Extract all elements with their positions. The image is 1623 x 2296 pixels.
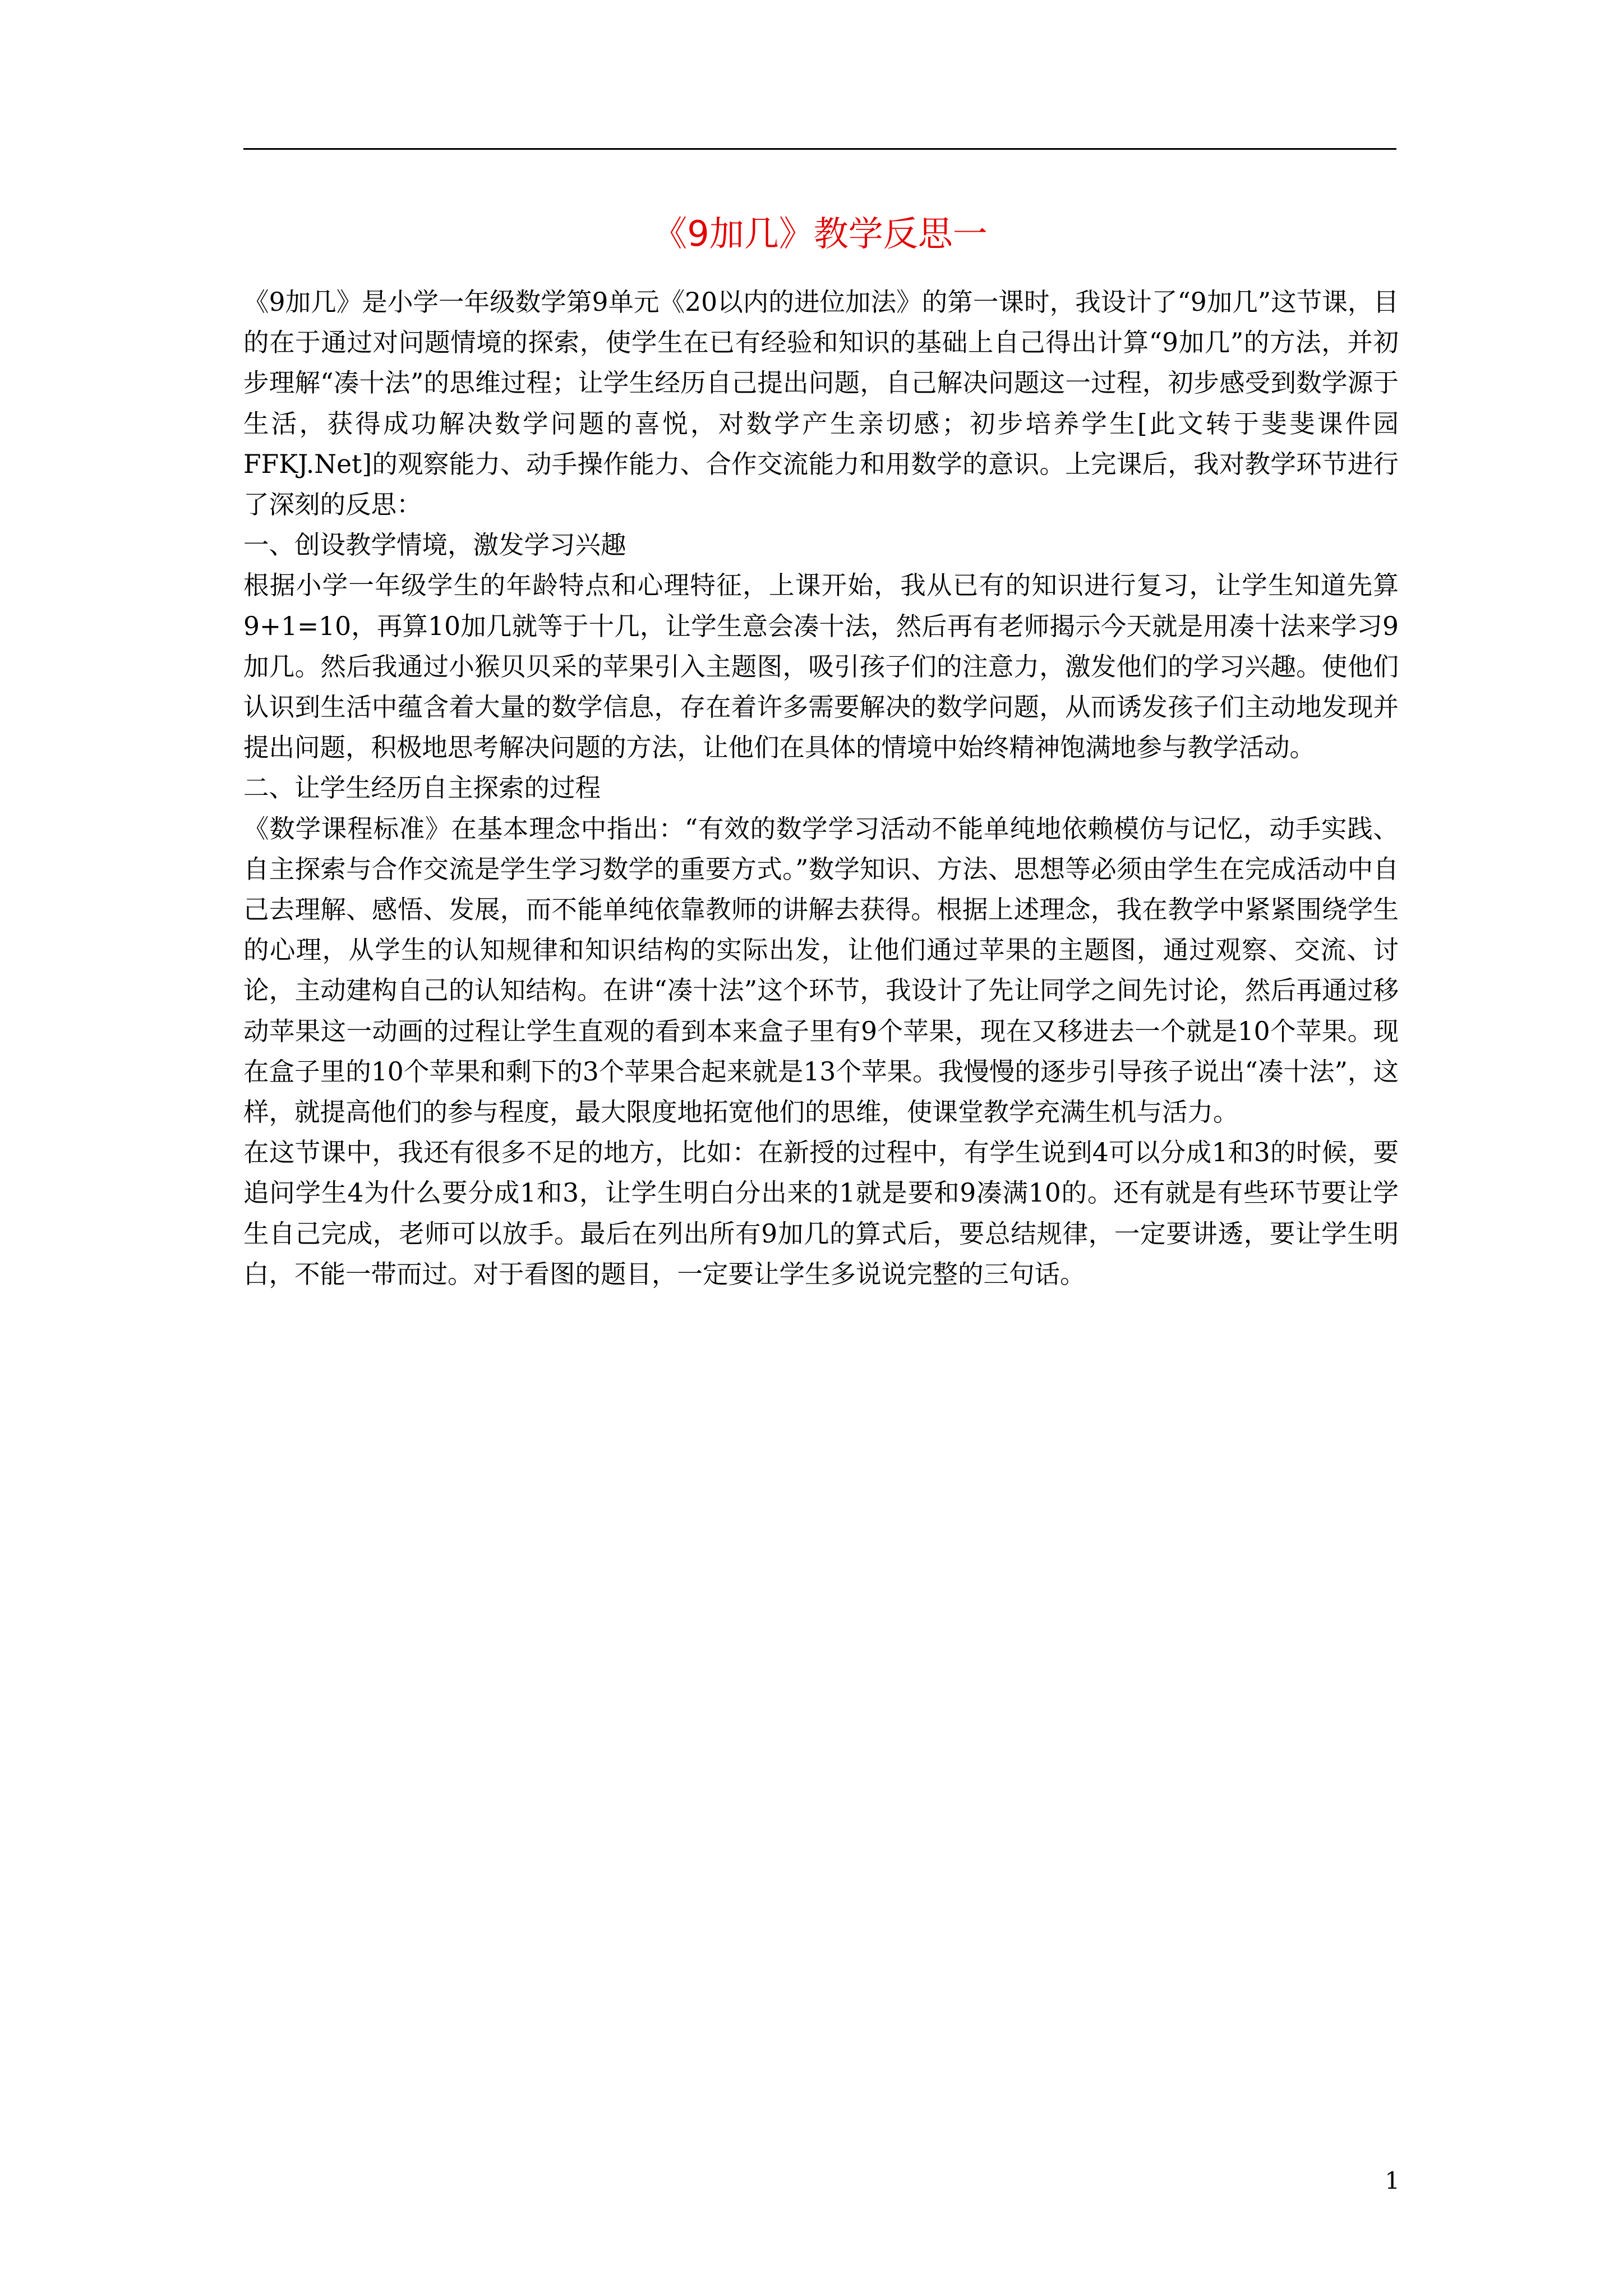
section-heading-1: 一、创设教学情境，激发学习兴趣 bbox=[243, 530, 626, 560]
section-1-paragraph: 根据小学一年级学生的年龄特点和心理特征，上课开始，我从已有的知识进行复习，让学生知道先算9+1=10，再算10加几就等于十几，让学生意会凑十法，然后再有老师揭示今天就是用凑十法来学习9加几。然后我通过小猴贝贝采的苹果引入主题图，吸引孩子们的注意力，激发他们的学习兴趣。使他们认识到生活中蕴含着大量的数学信息，存在着许多需要解决的数学问题，从而诱发孩子们主动地发现并提出问题，积极地思考解决问题的方法，让他们在具体的情境中始终精神饱满地参与教学活动。 bbox=[243, 570, 1399, 763]
intro-paragraph: 《9加几》是小学一年级数学第9单元《20以内的进位加法》的第一课时，我设计了“9加几”这节课，目的在于通过对问题情境的探索，使学生在已有经验和知识的基础上自己得出计算“9加几”的方法，并初步理解“凑十法”的思维过程；让学生经历自己提出问题，自己解决问题这一过程，初步感受到数学源于生活，获得成功解决数学问题的喜悦，对数学产生亲切感；初步培养学生[此文转于斐斐课件园 FFKJ.Net]的观察能力、动手操作能力、合作交流能力和用数学的意识。上完课后，我对教学环节进行了深刻的反思： bbox=[243, 287, 1424, 520]
closing-paragraph: 在这节课中，我还有很多不足的地方，比如：在新授的过程中，有学生说到4可以分成1和3的时候，要追问学生4为什么要分成1和3，让学生明白分出来的1就是要和9凑满10的。还有就是有些环节要让学生自己完成，老师可以放手。最后在列出所有9加几的算式后，要总结规律，一定要讲透，要让学生明白，不能一带而过。对于看图的题目，一定要让学生多说说完整的三句话。 bbox=[243, 1138, 1399, 1289]
section-2-paragraph: 《数学课程标准》在基本理念中指出：“有效的数学学习活动不能单纯地依赖模仿与记忆，动手实践、自主探索与合作交流是学生学习数学的重要方式。”数学知识、方法、思想等必须由学生在完成活动中自己去理解、感悟、发展，而不能单纯依靠教师的讲解去获得。根据上述理念，我在教学中紧紧围绕学生的心理，从学生的认知规律和知识结构的实际出发，让他们通过苹果的主题图，通过观察、交流、讨论，主动建构自己的认知结构。在讲“凑十法”这个环节，我设计了先让同学之间先讨论，然后再通过移动苹果这一动画的过程让学生直观的看到本来盒子里有9个苹果，现在又移进去一个就是10个苹果。现在盒子里的10个苹果和剩下的3个苹果合起来就是13个苹果。我慢慢的逐步引导孩子说出“凑十法”，这样，就提高他们的参与程度，最大限度地拓宽他们的思维，使课堂教学充满生机与活力。 bbox=[243, 813, 1399, 1128]
document-body bbox=[243, 282, 1424, 1295]
header-rule bbox=[243, 148, 1396, 150]
page-number: 1 bbox=[1385, 2167, 1400, 2194]
document-title: 《9加几》教学反思一 bbox=[652, 213, 988, 254]
section-heading-2: 二、让学生经历自主探索的过程 bbox=[243, 773, 601, 803]
